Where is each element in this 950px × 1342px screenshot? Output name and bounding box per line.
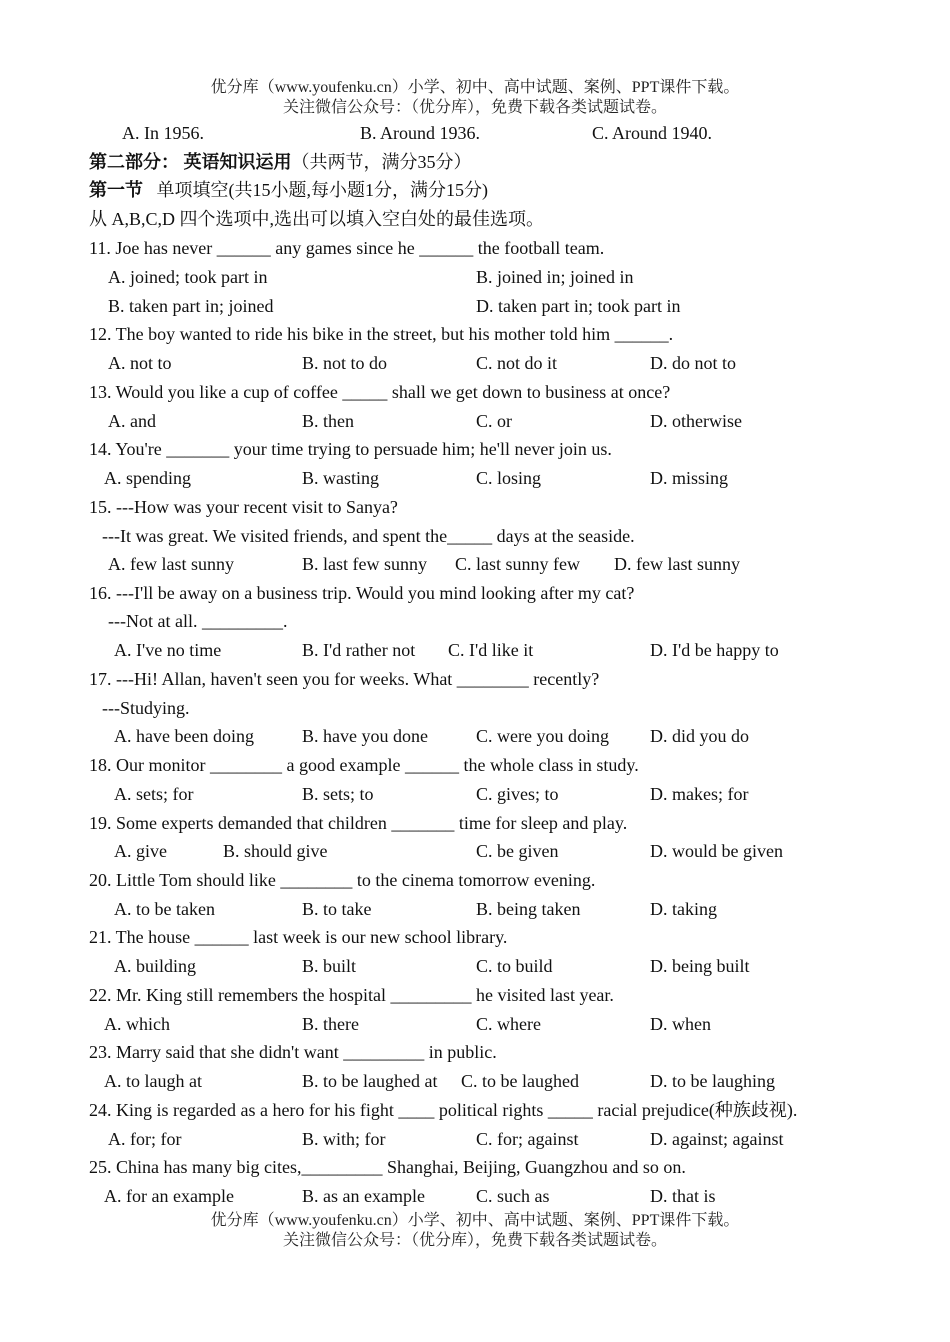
q11-option-d: D. taken part in; took part in — [476, 296, 681, 316]
question-16: 16. ---I'll be away on a business trip. Would you mind looking after my cat? — [89, 583, 635, 603]
question-24: 24. King is regarded as a hero for his fight ____ political rights _____ racial prejudice(种族歧视). — [89, 1100, 798, 1120]
q20-option-c: B. being taken — [476, 899, 581, 919]
q18-option-d: D. makes; for — [650, 784, 749, 804]
question-23: 23. Marry said that she didn't want _________ in public. — [89, 1042, 497, 1062]
q16-option-a: A. I've no time — [114, 640, 222, 660]
q11-option-c: B. taken part in; joined — [108, 296, 274, 316]
header-line-1: 优分库（www.youfenku.cn）小学、初中、高中试题、案例、PPT课件下载。 — [210, 79, 740, 96]
q15-option-a: A. few last sunny — [108, 554, 234, 574]
question-20: 20. Little Tom should like ________ to the cinema tomorrow evening. — [89, 870, 596, 890]
q25-option-a: A. for an example — [104, 1186, 234, 1206]
q17-option-b: B. have you done — [302, 726, 428, 746]
q20-option-a: A. to be taken — [114, 899, 215, 919]
q18-option-c: C. gives; to — [476, 784, 559, 804]
question-14: 14. You're _______ your time trying to persuade him; he'll never join us. — [89, 439, 612, 459]
q17-option-a: A. have been doing — [114, 726, 254, 746]
question-13: 13. Would you like a cup of coffee _____ shall we get down to business at once? — [89, 382, 671, 402]
q21-option-d: D. being built — [650, 956, 750, 976]
section1-heading — [89, 178, 488, 202]
question-18: 18. Our monitor ________ a good example ______ the whole class in study. — [89, 755, 639, 775]
q13-option-c: C. or — [476, 411, 512, 431]
q13-option-d: D. otherwise — [650, 411, 742, 431]
q25-option-d: D. that is — [650, 1186, 716, 1206]
question-11: 11. Joe has never ______ any games since he ______ the football team. — [89, 238, 605, 258]
footer-line-1: 优分库（www.youfenku.cn）小学、初中、高中试题、案例、PPT课件下载。 — [210, 1212, 740, 1229]
q17-option-c: C. were you doing — [476, 726, 609, 746]
q14-option-a: A. spending — [104, 468, 191, 488]
q24-option-d: D. against; against — [650, 1129, 784, 1149]
q13-option-b: B. then — [302, 411, 354, 431]
q12-option-a: A. not to — [108, 353, 172, 373]
part2-title-note: （共两节，满分35分） — [291, 152, 472, 172]
q19-option-c: C. be given — [476, 841, 559, 861]
q16-option-d: D. I'd be happy to — [650, 640, 779, 660]
q22-option-d: D. when — [650, 1014, 711, 1034]
q24-option-c: C. for; against — [476, 1129, 579, 1149]
question-25: 25. China has many big cites,_________ Shanghai, Beijing, Guangzhou and so on. — [89, 1157, 686, 1177]
q11-option-b: B. joined in; joined in — [476, 267, 634, 287]
question-15: 15. ---How was your recent visit to Sanya? — [89, 497, 398, 517]
q22-option-a: A. which — [104, 1014, 170, 1034]
q13-option-a: A. and — [108, 411, 156, 431]
q21-option-c: C. to build — [476, 956, 553, 976]
q14-option-c: C. losing — [476, 468, 542, 488]
question-21: 21. The house ______ last week is our new school library. — [89, 927, 508, 947]
q15-option-d: D. few last sunny — [614, 554, 740, 574]
q23-option-a: A. to laugh at — [104, 1071, 202, 1091]
q10-option-c: C. Around 1940. — [592, 123, 713, 143]
part2-title: 第二部分： 英语知识运用 — [89, 152, 292, 172]
q24-option-b: B. with; for — [302, 1129, 386, 1149]
q14-option-b: B. wasting — [302, 468, 380, 488]
part2-heading — [89, 150, 472, 174]
q19-option-d: D. would be given — [650, 841, 783, 861]
q10-option-b: B. Around 1936. — [360, 123, 481, 143]
question-15-reply: ---It was great. We visited friends, and spent the_____ days at the seaside. — [102, 526, 635, 546]
question-22: 22. Mr. King still remembers the hospital _________ he visited last year. — [89, 985, 614, 1005]
q23-option-c: C. to be laughed — [461, 1071, 579, 1091]
question-17-reply: ---Studying. — [102, 698, 190, 718]
q22-option-b: B. there — [302, 1014, 359, 1034]
q10-option-a: A. In 1956. — [122, 123, 204, 143]
q20-option-d: D. taking — [650, 899, 717, 919]
footer-line-2: 关注微信公众号：（优分库），免费下载各类试题试卷。 — [282, 1232, 667, 1249]
q18-option-b: B. sets; to — [302, 784, 374, 804]
header-line-2: 关注微信公众号：（优分库），免费下载各类试题试卷。 — [282, 99, 667, 116]
section1-desc: 单项填空(共15小题,每小题1分，满分15分) — [156, 180, 488, 200]
instruction: 从 A,B,C,D 四个选项中,选出可以填入空白处的最佳选项。 — [89, 209, 545, 229]
q15-option-b: B. last few sunny — [302, 554, 427, 574]
q25-option-c: C. such as — [476, 1186, 550, 1206]
q20-option-b: B. to take — [302, 899, 372, 919]
q12-option-c: C. not do it — [476, 353, 558, 373]
q21-option-b: B. built — [302, 956, 357, 976]
q11-option-a: A. joined; took part in — [108, 267, 268, 287]
q16-option-b: B. I'd rather not — [302, 640, 416, 660]
q24-option-a: A. for; for — [108, 1129, 182, 1149]
q12-option-b: B. not to do — [302, 353, 388, 373]
q25-option-b: B. as an example — [302, 1186, 425, 1206]
q14-option-d: D. missing — [650, 468, 729, 488]
q16-option-c: C. I'd like it — [448, 640, 534, 660]
question-12: 12. The boy wanted to ride his bike in the street, but his mother told him ______. — [89, 324, 674, 344]
q19-option-a: A. give — [114, 841, 167, 861]
question-19: 19. Some experts demanded that children _______ time for sleep and play. — [89, 813, 628, 833]
section1-label: 第一节 — [89, 180, 143, 200]
q12-option-d: D. do not to — [650, 353, 737, 373]
q15-option-c: C. last sunny few — [455, 554, 580, 574]
question-17: 17. ---Hi! Allan, haven't seen you for weeks. What ________ recently? — [89, 669, 600, 689]
q22-option-c: C. where — [476, 1014, 541, 1034]
q21-option-a: A. building — [114, 956, 197, 976]
q18-option-a: A. sets; for — [114, 784, 194, 804]
q23-option-b: B. to be laughed at — [302, 1071, 438, 1091]
q19-option-b: B. should give — [223, 841, 328, 861]
question-16-reply: ---Not at all. _________. — [108, 611, 288, 631]
q23-option-d: D. to be laughing — [650, 1071, 775, 1091]
q17-option-d: D. did you do — [650, 726, 749, 746]
